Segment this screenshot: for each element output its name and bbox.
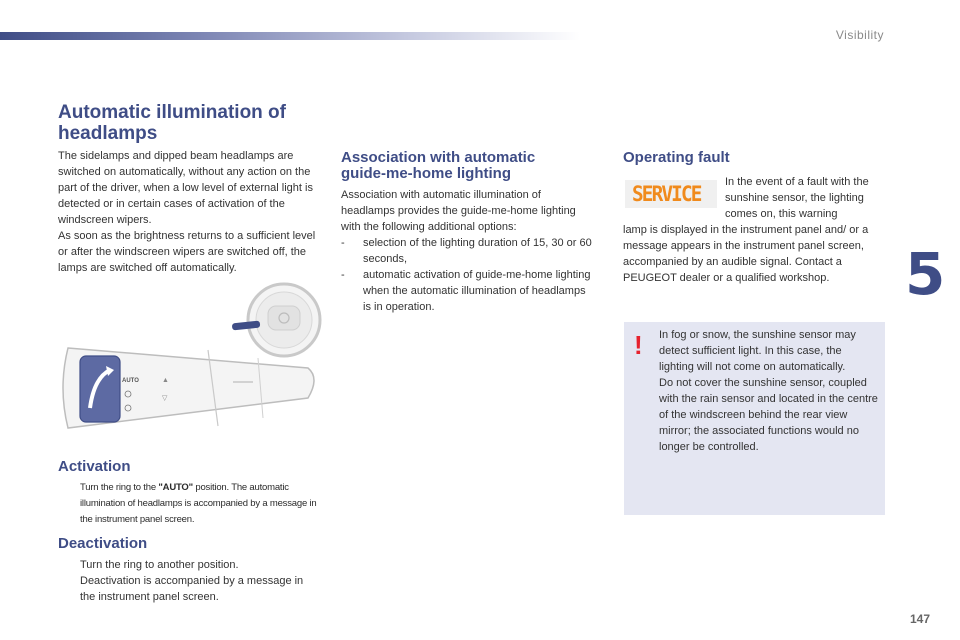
paragraph: In fog or snow, the sunshine sensor may detect sufficient light. In this case, the lighting will not come on automatically. xyxy=(659,329,856,373)
text-line: Deactivation is accompanied by a message in the instrument panel screen. xyxy=(80,575,304,603)
deactivation-text xyxy=(80,557,320,605)
dash: - xyxy=(341,269,345,281)
paragraph: As soon as the brightness returns to a sufficient level or after the windscreen wipers are switched off, the lamps are switched off automatically. xyxy=(58,230,316,274)
association-body xyxy=(341,187,596,315)
paragraph: Do not cover the sunshine sensor, coupled with the rain sensor and located in the centre of the windscreen behind the rear view mirror; the associated functions would no longer be controlled. xyxy=(659,377,878,453)
title-line: Association with automatic xyxy=(341,149,536,166)
service-label: SERVICE xyxy=(632,182,701,206)
auto-position-label: AUTO xyxy=(122,378,139,384)
list-item xyxy=(341,235,596,267)
chapter-number: 5 xyxy=(905,240,946,308)
lighting-stalk-illustration xyxy=(58,338,320,434)
title-line: Automatic illumination of xyxy=(58,102,286,123)
activation-body xyxy=(58,480,320,528)
page-number: 147 xyxy=(909,612,930,626)
bullet-row xyxy=(58,480,320,528)
association-title xyxy=(341,150,581,182)
auto-illumination-body xyxy=(58,148,323,276)
bullet-icon xyxy=(58,480,80,528)
text-line: Turn the ring to another position. xyxy=(80,559,239,571)
warning-exclamation-icon: ! xyxy=(634,330,643,360)
activation-text xyxy=(80,480,320,528)
text-part: position. The automatic illumination of headlamps is accompanied by a message in the instrument panel screen. xyxy=(80,482,317,525)
bullet-row xyxy=(58,557,320,605)
title-line: guide-me-home lighting xyxy=(341,165,511,182)
fault-text-top: In the event of a fault with the sunshine sensor, the lighting comes on, this warning xyxy=(725,176,869,220)
auto-strong: "AUTO" xyxy=(158,482,193,493)
header-gradient-bar xyxy=(0,32,580,40)
section-name: Visibility xyxy=(835,28,884,42)
svg-text:▲: ▲ xyxy=(162,377,169,384)
dash: - xyxy=(341,237,345,249)
list-item xyxy=(341,267,596,315)
text-part: Turn the ring to the xyxy=(80,482,159,493)
fault-text-bottom: lamp is displayed in the instrument panel and/ or a message appears in the instrument panel screen, accompanied by an audible signal. Contact a PEUGEOT dealer or a qualified workshop. xyxy=(623,224,869,284)
auto-illumination-title xyxy=(58,102,338,144)
paragraph: Association with automatic illumination of headlamps provides the guide-me-home lighting with the following additional options: xyxy=(341,189,576,233)
list-item-text: automatic activation of guide-me-home lighting when the automatic illumination of headlamps is in operation. xyxy=(363,269,591,313)
deactivation-body xyxy=(58,557,320,605)
paragraph: The sidelamps and dipped beam headlamps are switched on automatically, without any action on the part of the driver, when a low level of external light is detected or in certain cases of activation of the windscreen wipers. xyxy=(58,150,313,226)
list-item-text: selection of the lighting duration of 15, 30 or 60 seconds, xyxy=(363,237,592,265)
bullet-icon xyxy=(58,557,80,605)
operating-fault-title: Operating fault xyxy=(623,149,730,166)
deactivation-title: Deactivation xyxy=(58,535,148,552)
activation-title: Activation xyxy=(58,458,131,475)
warning-note-text xyxy=(659,327,879,455)
svg-text:▽: ▽ xyxy=(162,395,168,402)
title-line: headlamps xyxy=(58,123,158,144)
